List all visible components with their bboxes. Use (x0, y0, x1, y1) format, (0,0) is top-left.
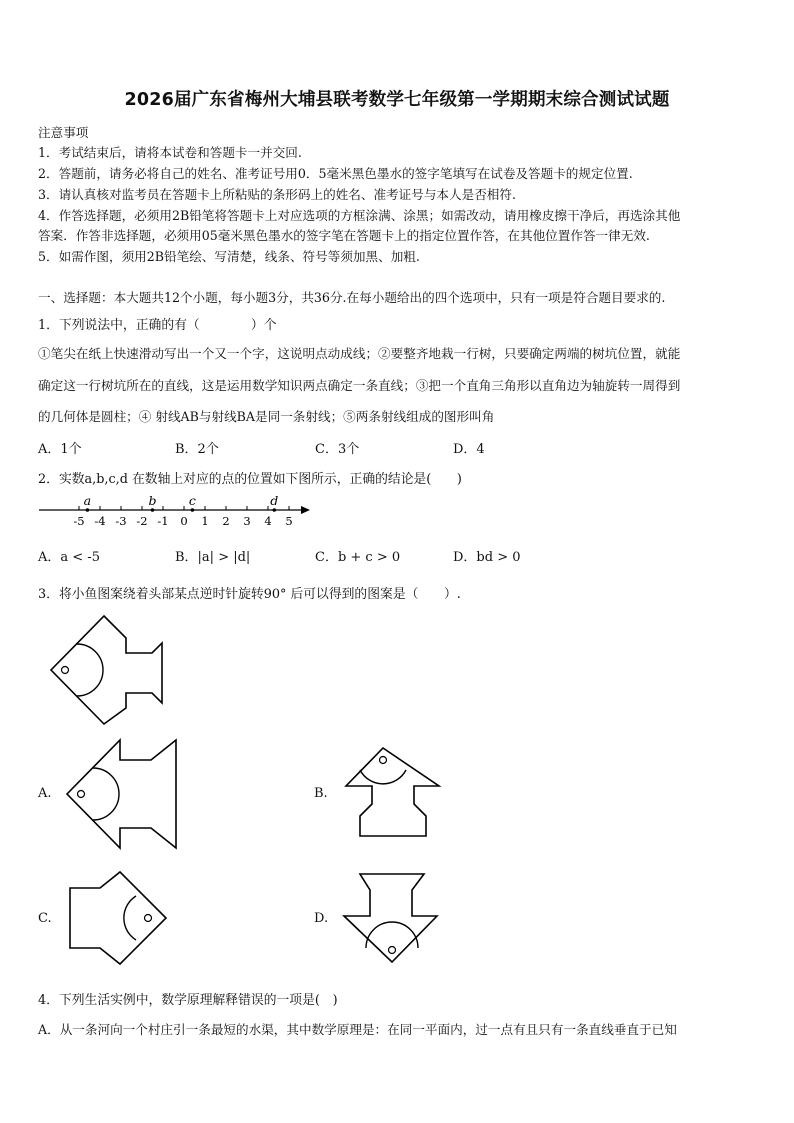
fish-option-a-figure (64, 736, 194, 856)
fish-option-b-figure (344, 746, 464, 846)
q3-option-a-label: A. (38, 786, 52, 801)
q3-option-d-label: D. (314, 911, 329, 926)
number-line-point-label: d (270, 493, 279, 508)
question-1-body: 的几何体是圆柱；④ 射线AB与射线BA是同一条射线；⑤两条射线组成的图形叫角 (38, 409, 495, 424)
number-line-tick-label: -1 (157, 514, 169, 528)
q2-option-d: D．bd > 0 (453, 550, 521, 565)
number-line-tick-label: -5 (73, 514, 85, 528)
fish-option-c-figure (66, 868, 186, 968)
q4-option-a: A．从一条河向一个村庄引一条最短的水渠，其中数学原理是：在同一平面内，过一点有且只有一条直线垂直于已知 (38, 1022, 677, 1037)
notice-item: 3．请认真核对监考员在答题卡上所粘贴的条形码上的姓名、准考证号与本人是否相符. (38, 187, 516, 202)
fish-option-d-figure (342, 870, 462, 970)
number-line-tick-label: 3 (243, 514, 251, 528)
q2-option-c: C．b + c > 0 (315, 550, 401, 565)
q2-option-a: A．a < -5 (38, 550, 100, 565)
number-line-point-label: b (148, 493, 157, 508)
number-line-point (273, 508, 277, 512)
q1-option-b: B．2个 (175, 442, 219, 457)
number-line-point (86, 508, 90, 512)
number-line-tick-label: -4 (94, 514, 106, 528)
number-line-arrow (301, 506, 310, 514)
notice-item: 1．考试结束后，请将本试卷和答题卡一并交回. (38, 145, 302, 160)
q1-option-a: A．1个 (38, 442, 82, 457)
number-line (36, 490, 336, 530)
question-1-body: ①笔尖在纸上快速滑动写出一个又一个字，这说明点动成线；②要整齐地栽一行树，只要确定两端的树坑位置，就能 (38, 346, 681, 361)
number-line-tick-label: 2 (222, 514, 230, 528)
number-line-tick-label: 5 (285, 514, 293, 528)
number-line-point (191, 508, 195, 512)
notice-item: 答案．作答非选择题，必须用05毫米黑色墨水的签字笔在答题卡上的指定位置作答，在其他位置作答一律无效. (38, 228, 650, 243)
number-line-tick-label: -2 (136, 514, 148, 528)
q3-option-b-label: B. (314, 786, 328, 801)
fish-original-figure (48, 612, 178, 732)
q1-option-c: C．3个 (315, 442, 360, 457)
notice-item: 2．答题前，请务必将自己的姓名、准考证号用0．5毫米黑色墨水的签字笔填写在试卷及答题卡的规定位置. (38, 166, 633, 181)
number-line-tick-label: 0 (180, 514, 188, 528)
question-4-stem: 4．下列生活实例中，数学原理解释错误的一项是( ) (38, 993, 338, 1008)
notice-item: 4．作答选择题，必须用2B铅笔将答题卡上对应选项的方框涂满、涂黑；如需改动，请用橡皮擦干净后，再选涂其他 (38, 208, 681, 223)
number-line-tick-label: -3 (115, 514, 127, 528)
number-line-point-label: a (83, 493, 92, 508)
number-line-point (151, 508, 155, 512)
section-heading: 一、选择题：本大题共12个小题，每小题3分，共36分.在每小题给出的四个选项中，只有一项是符合题目要求的. (38, 290, 666, 305)
notice-heading: 注意事项 (38, 125, 89, 140)
question-3-stem: 3．将小鱼图案绕着头部某点逆时针旋转90° 后可以得到的图案是（ ）. (38, 587, 461, 602)
question-2-stem: 2．实数a,b,c,d 在数轴上对应的点的位置如下图所示，正确的结论是( ) (38, 472, 462, 487)
q1-option-d: D．4 (453, 442, 485, 457)
notice-item: 5．如需作图，须用2B铅笔绘、写清楚，线条、符号等须加黑、加粗. (38, 249, 420, 264)
q2-option-b: B．|a| > |d| (175, 550, 251, 565)
number-line-tick-label: 4 (264, 514, 272, 528)
question-1-body: 确定这一行树坑所在的直线，这是运用数学知识两点确定一条直线；③把一个直角三角形以直角边为轴旋转一周得到 (38, 378, 681, 393)
page-title: 2026届广东省梅州大埔县联考数学七年级第一学期期末综合测试试题 (124, 90, 670, 110)
question-1-stem: 1．下列说法中，正确的有（ ）个 (38, 318, 277, 333)
q3-option-c-label: C. (38, 911, 52, 926)
number-line-point-label: c (188, 493, 196, 508)
number-line-tick-label: 1 (201, 514, 209, 528)
